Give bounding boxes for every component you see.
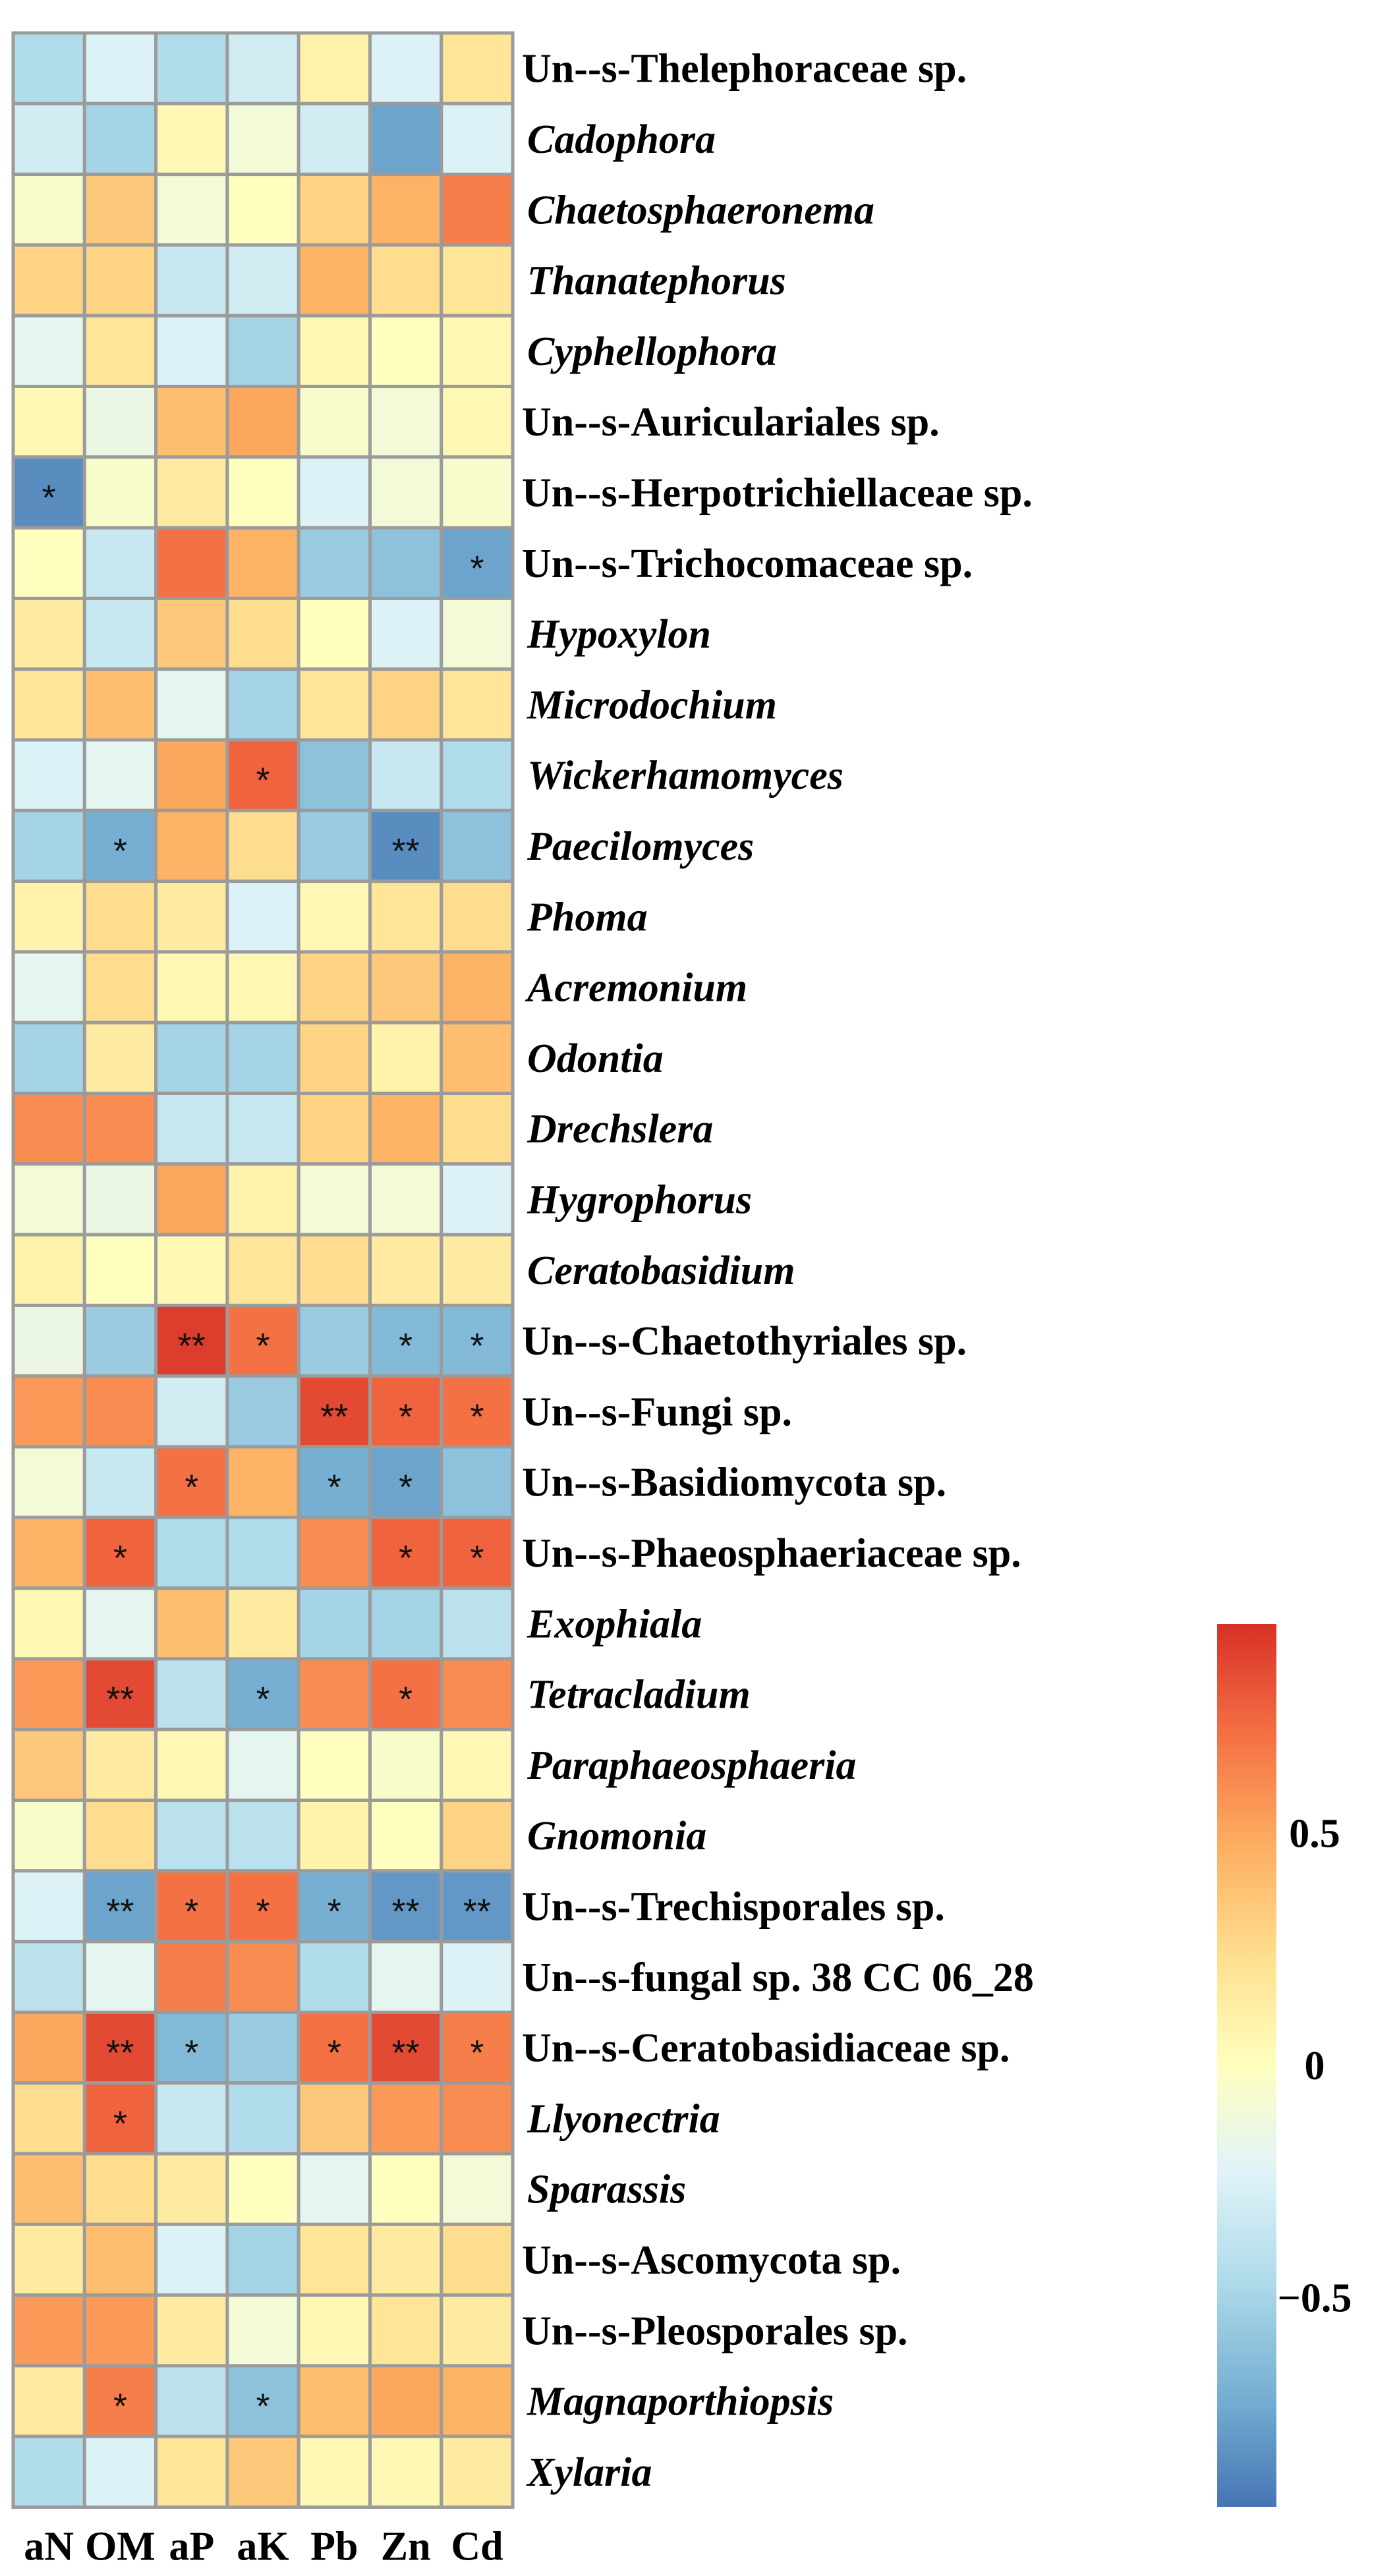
significance-marker: *	[256, 760, 270, 800]
row-label: Un--s-Auriculariales sp.	[522, 400, 940, 445]
row-label: Thanatephorus	[527, 258, 786, 304]
heatmap-cell	[442, 882, 513, 952]
heatmap-cell	[370, 175, 442, 245]
heatmap-cell	[227, 33, 299, 103]
significance-marker: *	[470, 1326, 484, 1366]
heatmap-cell	[13, 1801, 84, 1871]
heatmap-cell	[442, 740, 513, 810]
significance-marker: *	[327, 1467, 341, 1507]
row-label: Llyonectria	[527, 2096, 720, 2142]
colorbar-tick-label: −0.5	[1277, 2276, 1352, 2321]
heatmap-cell	[227, 669, 299, 740]
heatmap-cell	[13, 810, 84, 881]
heatmap-cell	[370, 1164, 442, 1235]
heatmap-cell	[84, 952, 156, 1022]
row-label: Un--s-Herpotrichiellaceae sp.	[522, 470, 1033, 516]
heatmap-cell	[299, 1517, 370, 1588]
heatmap-cell	[370, 2154, 442, 2224]
significance-marker: *	[399, 1397, 413, 1437]
heatmap-cell	[299, 103, 370, 174]
heatmap-cell	[442, 2436, 513, 2507]
heatmap-cell	[13, 1871, 84, 1942]
heatmap-cell	[13, 740, 84, 810]
heatmap-cell	[227, 1376, 299, 1447]
heatmap-cell	[84, 1164, 156, 1235]
heatmap-cell	[370, 387, 442, 457]
heatmap-cell	[84, 1376, 156, 1447]
heatmap-cell	[13, 316, 84, 386]
heatmap-cell	[84, 103, 156, 174]
heatmap-cell	[370, 952, 442, 1022]
significance-marker: **	[320, 1397, 349, 1437]
heatmap-cell	[227, 2224, 299, 2295]
heatmap-cell	[13, 1729, 84, 1800]
heatmap-cell	[84, 598, 156, 669]
column-label: Cd	[451, 2524, 503, 2569]
heatmap-cell	[442, 2224, 513, 2295]
heatmap-cell	[84, 2295, 156, 2366]
heatmap-cell	[156, 33, 227, 103]
heatmap-cell	[370, 669, 442, 740]
heatmap-cell	[156, 740, 227, 810]
heatmap-cell	[84, 245, 156, 316]
heatmap-cell	[13, 1588, 84, 1659]
heatmap-cell	[299, 1659, 370, 1729]
column-label: Pb	[310, 2524, 358, 2569]
heatmap-cell	[442, 103, 513, 174]
heatmap-cell	[13, 1305, 84, 1376]
colorbar-tick-label: 0	[1304, 2044, 1325, 2088]
heatmap-cell	[227, 1729, 299, 1800]
heatmap-cell	[84, 2154, 156, 2224]
heatmap-cell	[84, 528, 156, 598]
significance-marker: **	[463, 1891, 491, 1932]
heatmap-cell	[370, 740, 442, 810]
row-label: Drechslera	[527, 1107, 714, 1152]
row-label: Chaetosphaeronema	[527, 188, 875, 233]
heatmap-cell	[370, 2295, 442, 2366]
heatmap-cell	[370, 528, 442, 598]
heatmap-cell	[13, 598, 84, 669]
heatmap-cell	[442, 1094, 513, 1164]
heatmap-cell	[13, 1942, 84, 2012]
heatmap-cell	[442, 2366, 513, 2436]
heatmap-cell	[299, 2154, 370, 2224]
heatmap-cell	[13, 387, 84, 457]
heatmap-cell	[84, 316, 156, 386]
heatmap-cell	[227, 245, 299, 316]
heatmap-cell	[370, 245, 442, 316]
heatmap-cell	[227, 387, 299, 457]
heatmap-cell	[227, 1517, 299, 1588]
heatmap-cell	[156, 175, 227, 245]
heatmap-cell	[227, 457, 299, 528]
heatmap-cell	[227, 103, 299, 174]
heatmap-cell	[156, 1376, 227, 1447]
significance-marker: *	[256, 1679, 270, 1720]
row-label: Un--s-Trichocomaceae sp.	[522, 541, 973, 586]
heatmap-cell	[299, 2366, 370, 2436]
heatmap-cell	[227, 598, 299, 669]
heatmap-cell	[370, 1588, 442, 1659]
heatmap-cell	[227, 175, 299, 245]
significance-marker: **	[106, 1891, 134, 1932]
heatmap-cell	[84, 457, 156, 528]
heatmap-cell	[442, 1588, 513, 1659]
row-label: Paecilomyces	[527, 824, 755, 869]
significance-marker: **	[177, 1326, 206, 1366]
heatmap-cell	[84, 882, 156, 952]
heatmap-cell	[299, 882, 370, 952]
heatmap-cell	[84, 1305, 156, 1376]
heatmap-cell	[442, 245, 513, 316]
heatmap-cell	[442, 387, 513, 457]
heatmap-cell	[84, 1235, 156, 1305]
heatmap-cell	[299, 1022, 370, 1093]
heatmap-cell	[156, 598, 227, 669]
significance-marker: *	[185, 1891, 199, 1932]
heatmap-cell	[13, 1376, 84, 1447]
row-label: Un--s-Basidiomycota sp.	[522, 1460, 947, 1505]
heatmap-cell	[13, 2295, 84, 2366]
heatmap-cell	[442, 1942, 513, 2012]
heatmap-cell	[442, 1801, 513, 1871]
heatmap-cell	[442, 598, 513, 669]
heatmap-cell	[442, 175, 513, 245]
row-label: Paraphaeosphaeria	[527, 1743, 857, 1788]
row-labels	[522, 47, 1034, 2495]
heatmap-cell	[156, 2295, 227, 2366]
heatmap-cell	[370, 1022, 442, 1093]
heatmap-cell	[299, 1164, 370, 1235]
heatmap-cell	[156, 245, 227, 316]
heatmap-cell	[84, 387, 156, 457]
row-label: Un--s-Chaetothyriales sp.	[522, 1319, 967, 1364]
heatmap-cell	[227, 1164, 299, 1235]
heatmap-cell	[13, 2436, 84, 2507]
heatmap-cell	[370, 1942, 442, 2012]
heatmap-cell	[227, 1447, 299, 1517]
heatmap-cell	[227, 2436, 299, 2507]
heatmap-cell	[442, 669, 513, 740]
heatmap-cell	[299, 1235, 370, 1305]
heatmap-cell	[370, 1094, 442, 1164]
heatmap-cell	[227, 810, 299, 881]
heatmap-cell	[84, 740, 156, 810]
heatmap-cell	[227, 2012, 299, 2083]
heatmap-cell	[442, 1022, 513, 1093]
heatmap-cell	[84, 2224, 156, 2295]
heatmap-cell	[13, 1517, 84, 1588]
heatmap-cell	[442, 2295, 513, 2366]
significance-marker: *	[256, 2386, 270, 2426]
row-label: Un--s-Ceratobasidiaceae sp.	[522, 2026, 1010, 2071]
significance-marker: *	[42, 478, 56, 518]
row-label: Sparassis	[527, 2167, 687, 2212]
heatmap-cell	[442, 2154, 513, 2224]
significance-marker: *	[185, 1467, 199, 1507]
row-label: Hypoxylon	[527, 612, 711, 658]
significance-marker: *	[327, 2033, 341, 2073]
heatmap-cell	[13, 669, 84, 740]
heatmap-cell	[299, 669, 370, 740]
row-label: Un--s-Thelephoraceae sp.	[522, 46, 967, 92]
column-label: OM	[85, 2524, 156, 2569]
heatmap-cell	[227, 1588, 299, 1659]
significance-marker: *	[327, 1891, 341, 1932]
heatmap-cell	[227, 1235, 299, 1305]
heatmap-cell	[84, 1801, 156, 1871]
heatmap-cell	[299, 598, 370, 669]
heatmap-cell	[156, 1094, 227, 1164]
heatmap-cell	[156, 1801, 227, 1871]
row-label: Microdochium	[527, 683, 777, 728]
significance-marker: **	[391, 831, 420, 871]
significance-marker: *	[113, 2386, 127, 2426]
row-label: Wickerhamomyces	[527, 753, 843, 798]
heatmap-cell	[156, 882, 227, 952]
heatmap-cell	[13, 2154, 84, 2224]
heatmap-cell	[84, 669, 156, 740]
heatmap-cell	[13, 882, 84, 952]
heatmap-cell	[370, 1729, 442, 1800]
heatmap-cell	[370, 1235, 442, 1305]
heatmap-cell	[299, 245, 370, 316]
significance-marker: *	[185, 2033, 199, 2073]
significance-marker: *	[470, 2033, 484, 2073]
row-label: Xylaria	[527, 2450, 652, 2495]
row-label: Un--s-Ascomycota sp.	[522, 2237, 901, 2283]
heatmap-cell	[442, 457, 513, 528]
colorbar-tick-label: 0.5	[1289, 1811, 1340, 1857]
column-label: Zn	[380, 2524, 431, 2569]
significance-marker: *	[256, 1891, 270, 1932]
heatmap-cell	[299, 175, 370, 245]
significance-marker: *	[399, 1326, 413, 1366]
significance-marker: *	[113, 2104, 127, 2144]
column-label: aK	[237, 2524, 289, 2569]
heatmap-cell	[84, 175, 156, 245]
heatmap-cell	[227, 1942, 299, 2012]
heatmap-cell	[84, 1588, 156, 1659]
row-label: Gnomonia	[527, 1814, 707, 1859]
heatmap-cell	[227, 2154, 299, 2224]
heatmap-cell	[13, 952, 84, 1022]
heatmap-cell	[156, 1588, 227, 1659]
heatmap-cell	[370, 316, 442, 386]
heatmap-cell	[370, 2436, 442, 2507]
row-label: Odontia	[527, 1036, 664, 1081]
heatmap-cell	[156, 1235, 227, 1305]
heatmap-cell	[299, 952, 370, 1022]
heatmap-cell	[299, 316, 370, 386]
heatmap-cell	[227, 1094, 299, 1164]
row-label: Un--s-Pleosporales sp.	[522, 2309, 908, 2354]
heatmap-cell	[370, 2224, 442, 2295]
significance-marker: **	[391, 1891, 420, 1932]
heatmap-cell	[299, 740, 370, 810]
significance-marker: *	[470, 1397, 484, 1437]
heatmap-cell	[299, 33, 370, 103]
heatmap-cell	[370, 882, 442, 952]
heatmap-cell	[84, 1942, 156, 2012]
heatmap-cell	[299, 2436, 370, 2507]
heatmap-cell	[156, 2083, 227, 2154]
heatmap-cell	[156, 2366, 227, 2436]
heatmap-cell	[84, 1447, 156, 1517]
heatmap-cell	[299, 1588, 370, 1659]
heatmap-cell	[156, 528, 227, 598]
heatmap-cell	[84, 1729, 156, 1800]
heatmap-cell	[156, 2224, 227, 2295]
row-label: Ceratobasidium	[527, 1248, 795, 1293]
heatmap-cell	[227, 2295, 299, 2366]
row-label: Acremonium	[527, 965, 748, 1011]
heatmap-cell	[156, 1729, 227, 1800]
significance-marker: *	[399, 1538, 413, 1578]
heatmap-cell	[442, 1729, 513, 1800]
heatmap-cell	[299, 528, 370, 598]
heatmap-cell	[13, 103, 84, 174]
color-legend	[1217, 1624, 1352, 2507]
row-label: Exophiala	[527, 1602, 702, 1647]
row-label: Un--s-Phaeosphaeriaceae sp.	[522, 1530, 1021, 1576]
heatmap-cell	[13, 2083, 84, 2154]
row-label: Un--s-Fungi sp.	[522, 1389, 792, 1435]
heatmap-cell	[156, 457, 227, 528]
heatmap-cell	[13, 2012, 84, 2083]
column-labels	[24, 2525, 503, 2569]
heatmap-cell	[370, 103, 442, 174]
heatmap-cell	[13, 528, 84, 598]
heatmap-cell	[156, 2154, 227, 2224]
heatmap-cell	[84, 1094, 156, 1164]
heatmap-cell	[299, 387, 370, 457]
heatmap-cell	[370, 2083, 442, 2154]
heatmap-cell	[299, 2295, 370, 2366]
heatmap-cell	[13, 1164, 84, 1235]
heatmap-cell	[299, 1305, 370, 1376]
row-label: Magnaporthiopsis	[527, 2379, 834, 2424]
heatmap-cell	[227, 1022, 299, 1093]
heatmap-cell	[156, 1517, 227, 1588]
heatmap-cell	[299, 1801, 370, 1871]
column-label: aN	[24, 2524, 74, 2569]
heatmap-cell	[156, 103, 227, 174]
significance-marker: **	[106, 2033, 134, 2073]
heatmap-cell	[13, 33, 84, 103]
heatmap-cell	[299, 457, 370, 528]
heatmap-cell	[442, 1235, 513, 1305]
heatmap-cell	[84, 2436, 156, 2507]
row-label: Hygrophorus	[527, 1177, 753, 1223]
colorbar-gradient	[1217, 1624, 1276, 2507]
significance-marker: *	[470, 548, 484, 588]
heatmap-cell	[370, 2366, 442, 2436]
significance-marker: *	[399, 1679, 413, 1720]
heatmap-cell	[156, 669, 227, 740]
heatmap-cell	[227, 952, 299, 1022]
heatmap-cell	[442, 2083, 513, 2154]
heatmap-cell	[156, 2436, 227, 2507]
significance-marker: *	[113, 831, 127, 871]
heatmap-cell	[156, 952, 227, 1022]
heatmap-cell	[156, 316, 227, 386]
significance-marker: *	[256, 1326, 270, 1366]
heatmap-cell	[13, 245, 84, 316]
significance-marker: *	[113, 1538, 127, 1578]
heatmap-cell	[13, 1659, 84, 1729]
heatmap-cell	[156, 1942, 227, 2012]
heatmap-cell	[370, 1801, 442, 1871]
heatmap-cell	[299, 1942, 370, 2012]
heatmap-cell	[84, 33, 156, 103]
heatmap-cell	[299, 2083, 370, 2154]
heatmap-cell	[442, 1447, 513, 1517]
row-label: Phoma	[527, 895, 648, 940]
heatmap-cell	[227, 528, 299, 598]
heatmap-cell	[156, 1659, 227, 1729]
heatmap-cell	[13, 175, 84, 245]
heatmap-cell	[442, 810, 513, 881]
significance-marker: **	[391, 2033, 420, 2073]
heatmap-cell	[227, 2083, 299, 2154]
heatmap-cell	[13, 2224, 84, 2295]
heatmap-cell	[13, 1447, 84, 1517]
row-label: Tetracladium	[527, 1672, 751, 1718]
heatmap-cells	[13, 33, 513, 2507]
heatmap-cell	[84, 1022, 156, 1093]
heatmap-cell	[442, 316, 513, 386]
heatmap-cell	[13, 1094, 84, 1164]
significance-marker: *	[399, 1467, 413, 1507]
row-label: Cyphellophora	[527, 329, 777, 374]
heatmap-cell	[299, 810, 370, 881]
heatmap-cell	[299, 1094, 370, 1164]
heatmap-cell	[156, 387, 227, 457]
row-label: Un--s-fungal sp. 38 CC 06_28	[522, 1955, 1034, 2000]
significance-marker: *	[470, 1538, 484, 1578]
heatmap-cell	[156, 810, 227, 881]
heatmap-cell	[227, 316, 299, 386]
heatmap-cell	[156, 1164, 227, 1235]
column-label: aP	[169, 2524, 215, 2569]
heatmap-cell	[227, 1801, 299, 1871]
heatmap-cell	[370, 457, 442, 528]
heatmap-cell	[442, 1164, 513, 1235]
significance-marker: **	[106, 1679, 134, 1720]
heatmap-cell	[13, 2366, 84, 2436]
heatmap-cell	[156, 1022, 227, 1093]
heatmap-cell	[442, 952, 513, 1022]
heatmap-cell	[299, 2224, 370, 2295]
heatmap-cell	[370, 598, 442, 669]
row-label: Cadophora	[527, 117, 716, 162]
heatmap-cell	[370, 33, 442, 103]
heatmap-cell	[299, 1729, 370, 1800]
row-label: Un--s-Trechisporales sp.	[522, 1884, 945, 1930]
heatmap-cell	[227, 882, 299, 952]
heatmap-cell	[13, 1235, 84, 1305]
heatmap-cell	[442, 33, 513, 103]
heatmap-cell	[13, 1022, 84, 1093]
heatmap-cell	[442, 1659, 513, 1729]
